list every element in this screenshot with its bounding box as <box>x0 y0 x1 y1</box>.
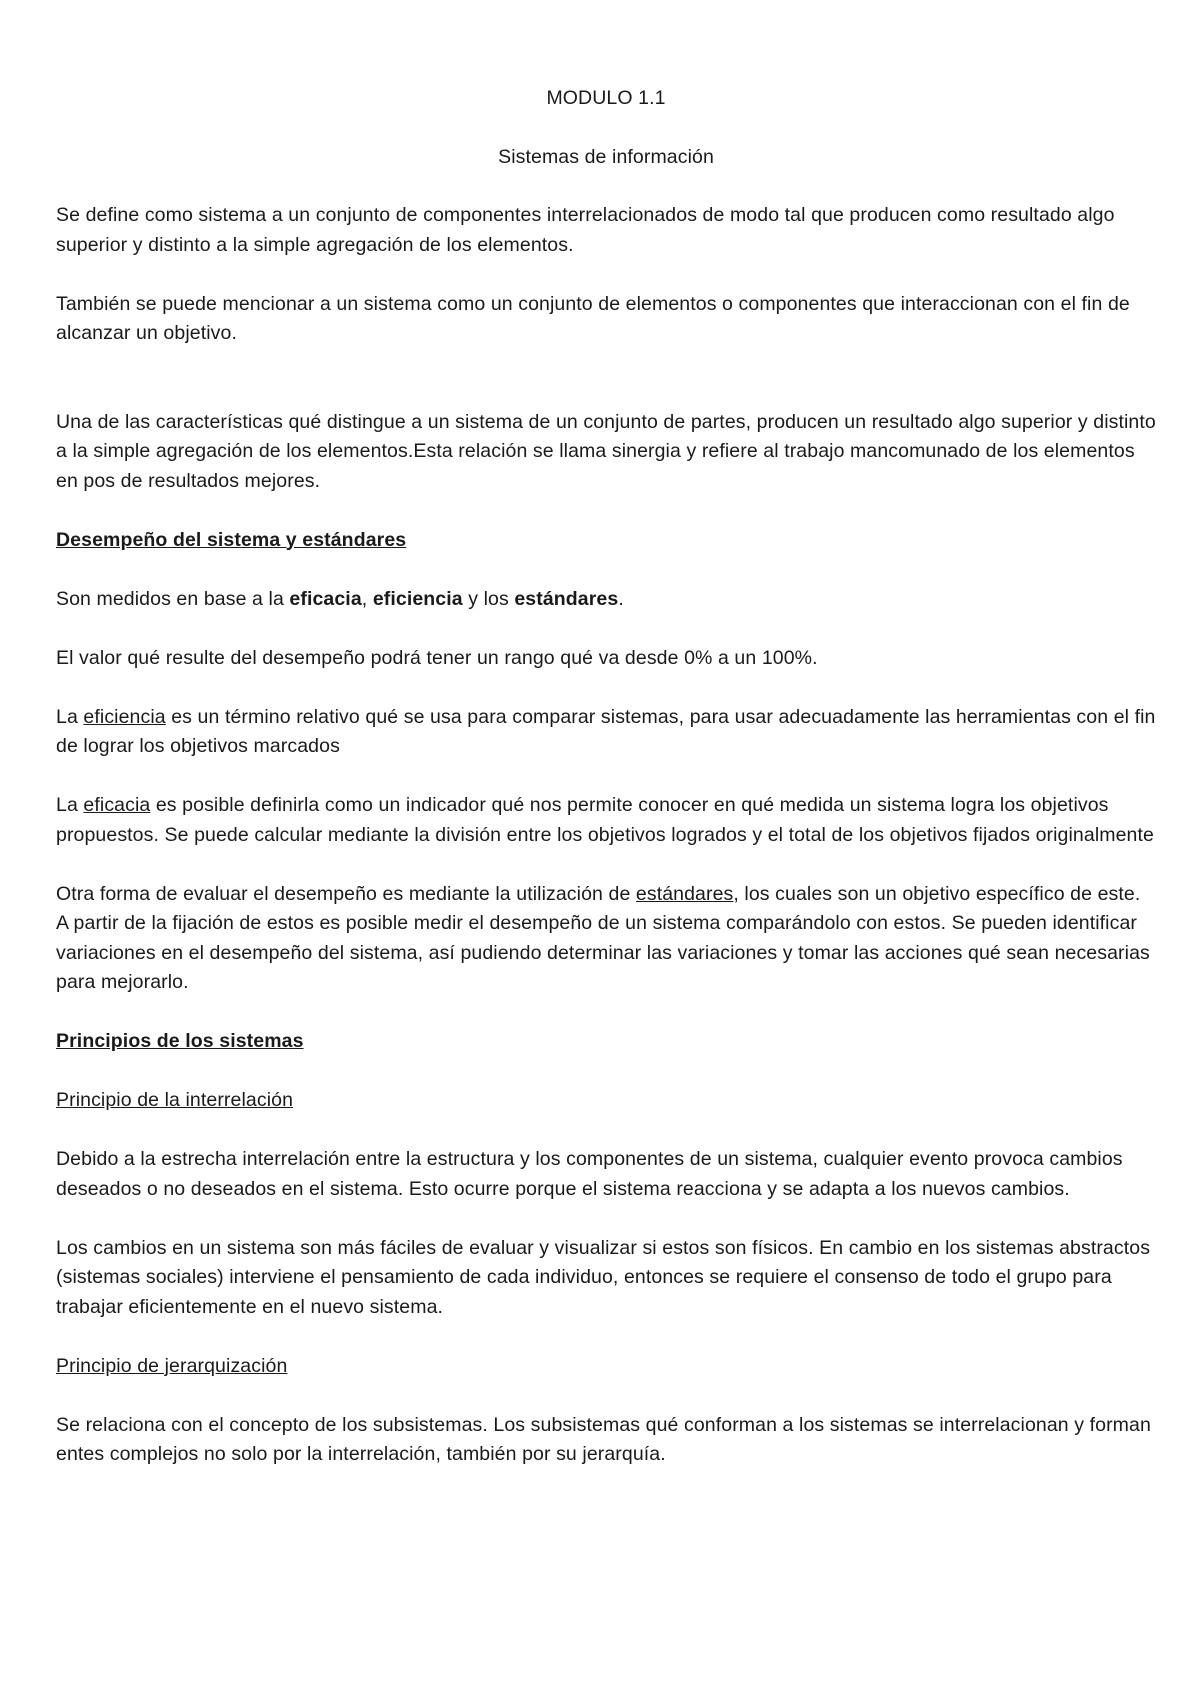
document-subtitle: Sistemas de información <box>498 145 714 168</box>
paragraph-changes: Los cambios en un sistema son más fáciles de evaluar y visualizar si estos son físicos. En cambio en los sistemas abstractos (sistemas sociales) interviene el pensamiento de cada individuo, entonces se requiere el consenso de todo el grupo para trabajar eficientemente en el nuevo sistema. <box>56 1236 1151 1318</box>
heading-principles: Principios de los sistemas <box>56 1030 304 1052</box>
paragraph-synergy: Una de las características qué distingue a un sistema de un conjunto de partes, producen un resultado algo superior y distinto a la simple agregación de los elementos.Esta relación se llama sinergia y refiere al trabajo mancomunado de los elementos en pos de resultados mejores. <box>56 410 1156 492</box>
measures-sep1: , <box>361 587 373 610</box>
estandares-prefix: Otra forma de evaluar el desempeño es mediante la utilización de <box>56 882 636 905</box>
paragraph-eficiencia <box>56 703 1156 762</box>
eficacia-prefix: La <box>56 794 84 816</box>
eficiencia-prefix: La <box>56 705 84 728</box>
underlined-eficiencia: eficiencia <box>83 705 166 728</box>
bold-eficiencia: eficiencia <box>372 587 463 610</box>
subheading-interrelation: Principio de la interrelación <box>56 1089 294 1111</box>
estandares-text: , los cuales son un objetivo específico de este. A partir de la fijación de estos es posible medir el desempeño de un sistema comparándolo con estos. Se pueden identificar variaciones en el desempeño del sistema, así pudiendo determinar las variaciones y tomar las acciones qué sean necesarias para mejorarlo. <box>56 882 1150 993</box>
paragraph-measures <box>56 585 1156 615</box>
subheading-hierarchy: Principio de jerarquización <box>56 1354 288 1377</box>
eficiencia-text: es un término relativo qué se usa para comparar sistemas, para usar adecuadamente las herramientas con el fin de lograr los objetivos marcados <box>56 705 1156 757</box>
measures-sep2: y los <box>462 587 515 610</box>
paragraph-interrelation: Debido a la estrecha interrelación entre la estructura y los componentes de un sistema, cualquier evento provoca cambios deseados o no deseados en el sistema. Esto ocurre porque el sistema reacciona y se adapta a los nuevos cambios. <box>56 1148 1123 1200</box>
eficacia-text: es posible definirla como un indicador qué nos permite conocer en qué medida un sistema logra los objetivos propuestos. Se puede calcular mediante la división entre los objetivos logrados y el total de los objetivos fijados originalmente <box>56 794 1154 846</box>
measures-suffix: . <box>618 587 624 610</box>
paragraph-system-objective: También se puede mencionar a un sistema como un conjunto de elementos o componentes que interaccionan con el fin de alcanzar un objetivo. <box>56 292 1130 344</box>
underlined-estandares: estándares <box>635 882 734 905</box>
bold-estandares: estándares <box>514 587 619 610</box>
paragraph-range: El valor qué resulte del desempeño podrá tener un rango qué va desde 0% a un 100%. <box>56 646 818 669</box>
document-body <box>56 84 1156 1499</box>
paragraph-subsystems: Se relaciona con el concepto de los subsistemas. Los subsistemas qué conforman a los sistemas se interrelacionan y forman entes complejos no solo por la interrelación, también por su jerarquía. <box>56 1413 1151 1465</box>
measures-prefix: Son medidos en base a la <box>56 587 290 610</box>
bold-eficacia: eficacia <box>289 587 362 610</box>
document-title: MODULO 1.1 <box>546 87 666 109</box>
paragraph-system-definition: Se define como sistema a un conjunto de componentes interrelacionados de modo tal que producen como resultado algo superior y distinto a la simple agregación de los elementos. <box>56 204 1115 256</box>
paragraph-eficacia <box>56 791 1156 850</box>
heading-performance: Desempeño del sistema y estándares <box>56 528 407 551</box>
paragraph-estandares <box>56 880 1156 998</box>
underlined-eficacia: eficacia <box>83 794 151 816</box>
